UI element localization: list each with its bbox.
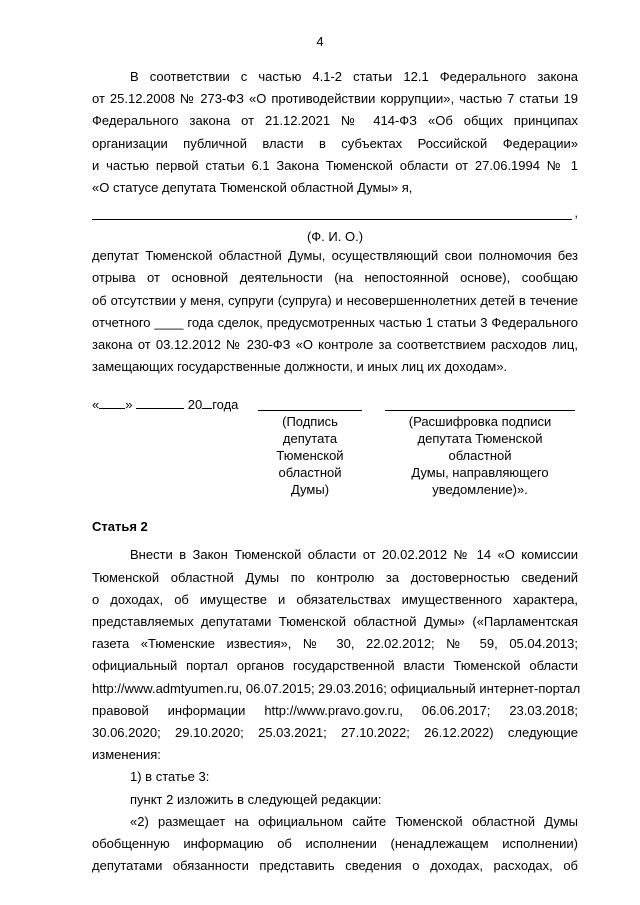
text-line: официальный портал органов государственной власти Тюменской области (92, 658, 578, 674)
text-line: изменения: (92, 747, 161, 763)
year-blank (202, 396, 212, 409)
text-line: представляемых депутатами Тюменской областной Думы» («Парламентская (92, 614, 578, 630)
fio-underline (92, 207, 572, 220)
signature-underline (258, 396, 362, 411)
text-line: депутат Тюменской областной Думы, осуществляющий свои полномочия без (92, 248, 578, 264)
date-close-quote: » (125, 397, 133, 413)
text-line: Федерального закона от 21.12.2021 № 414-ФЗ «Об общих принципах (92, 113, 578, 129)
signature-caption-line: Тюменской (276, 448, 344, 464)
text-line: «2) размещает на официальном сайте Тюменской областной Думы (130, 813, 578, 829)
decoding-caption-line: (Расшифровка подписи (408, 414, 552, 430)
paragraph-intro (92, 66, 578, 199)
signature-caption-line: областной Думы) (278, 465, 342, 498)
text-line: и частью первой статьи 6.1 Закона Тюменской области от 27.06.1994 № 1 (92, 157, 578, 173)
signature-row (92, 396, 578, 498)
text-line: Внести в Закон Тюменской области от 20.02.2012 № 14 «О комиссии (130, 547, 578, 563)
paragraph-report (92, 245, 578, 378)
text-line: от 25.12.2008 № 273-ФЗ «О противодействии коррупции», частью 7 статьи 19 (92, 91, 578, 107)
list-subitem: пункт 2 изложить в следующей редакции: (130, 791, 382, 807)
text-line: замещающих государственные должности, и иных лиц их доходам». (92, 359, 508, 375)
list-item: 1) в статье 3: (130, 769, 210, 785)
paragraph-article2 (92, 544, 581, 766)
article-title: Статья 2 (92, 519, 148, 535)
text-line: депутатами обязанности представить сведения о доходах, расходах, об (92, 858, 578, 874)
month-blank (136, 396, 184, 409)
text-line: закона от 03.12.2012 № 230-ФЗ «О контроле за соответствием расходов лиц, (92, 337, 578, 353)
paragraph-quote (92, 811, 578, 878)
text-line: Тюменской областной Думы по контролю за достоверностью сведений (92, 569, 578, 585)
year-prefix: 20 (187, 397, 203, 413)
text-line: http://www.admtyumen.ru, 06.07.2015; 29.03.2016; официальный интернет-портал (92, 680, 581, 696)
fio-label: (Ф. И. О.) (306, 229, 364, 245)
signature-date (92, 396, 238, 412)
day-blank (99, 396, 125, 409)
decoding-caption-line: депутата Тюменской областной (417, 431, 543, 464)
date-open-quote: « (92, 397, 100, 413)
signature-field (258, 396, 362, 498)
text-line: отрыва от основной деятельности (на непостоянной основе), сообщаю (92, 270, 578, 286)
text-line: 30.06.2020; 29.10.2020; 25.03.2021; 27.10.2022; 26.12.2022) следующие (92, 725, 578, 741)
text-line: газета «Тюменские известия», № 30, 22.02.2012; № 59, 05.04.2013; (92, 636, 578, 652)
text-line: правовой информации http://www.pravo.gov.ru, 06.06.2017; 23.03.2018; (92, 702, 578, 718)
signature-decoding-field (385, 396, 575, 498)
text-line: об отсутствии у меня, супруги (супруга) и несовершеннолетних детей в течение (92, 292, 578, 308)
text-line: отчетного ____ года сделок, предусмотренных частью 1 статьи 3 Федерального (92, 314, 578, 330)
decoding-underline (385, 396, 575, 411)
signature-caption-line: (Подпись депутата (282, 414, 338, 447)
text-line: В соответствии с частью 4.1-2 статьи 12.1 Федерального закона (130, 69, 578, 84)
text-line: обобщенную информацию об исполнении (ненадлежащем исполнении) (92, 836, 578, 852)
decoding-caption-line: Думы, направляющего (411, 465, 549, 481)
fio-field (92, 207, 578, 229)
decoding-caption-line: уведомление)». (432, 482, 528, 498)
text-line: «О статусе депутата Тюменской областной Думы» я, (92, 180, 413, 196)
fio-comma: , (574, 205, 578, 221)
text-line: организации публичной власти в субъектах Российской Федерации» (92, 135, 578, 151)
year-suffix: года (212, 397, 239, 413)
text-line: о доходах, об имуществе и обязательствах имущественного характера, (92, 591, 578, 607)
page-number: 4 (316, 34, 324, 49)
document-body (92, 66, 581, 877)
